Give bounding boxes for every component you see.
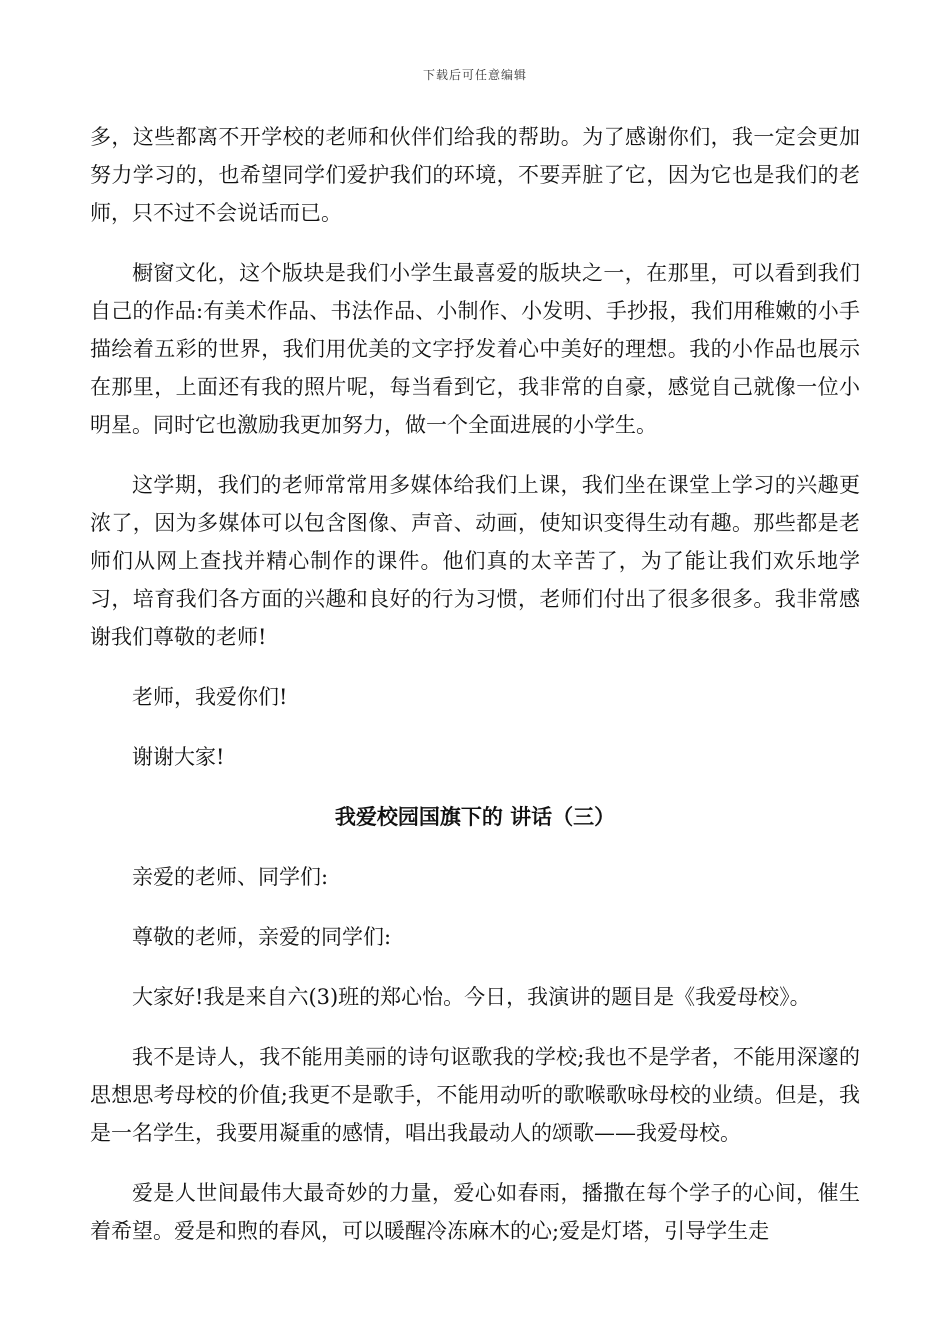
section-title: 我爱校园国旗下的 讲话（三） [334,804,616,829]
paragraph: 爱是人世间最伟大最奇妙的力量，爱心如春雨，播撒在每个学子的心间，催生着希望。爱是和煦的春风，可以暖醒冷冻麻木的心;爱是灯塔，引导学生走 [90,1181,860,1243]
paragraph: 谢谢大家! [132,745,225,769]
paragraph: 我不是诗人，我不能用美丽的诗句讴歌我的学校;我也不是学者，不能用深邃的思想思考母校的价值;我更不是歌手，不能用动听的歌喉歌咏母校的业绩。但是，我是一名学生，我要用凝重的感情，唱出我最动人的颂歌——我爱母校。 [90,1045,860,1145]
paragraph: 亲爱的老师、同学们: [132,865,329,889]
paragraph: 尊敬的老师，亲爱的同学们: [132,925,392,949]
page-header: 下载后可任意编辑 [422,68,527,82]
paragraph: 这学期，我们的老师常常用多媒体给我们上课，我们坐在课堂上学习的兴趣更浓了，因为多媒体可以包含图像、声音、动画，使知识变得生动有趣。那些都是老师们从网上查找并精心制作的课件。他们真的太辛苦了，为了能让我们欢乐地学习，培育我们各方面的兴趣和良好的行为习惯，老师们付出了很多很多。我非常感谢我们尊敬的老师! [90,473,860,649]
document-body [90,118,860,1272]
paragraph: 橱窗文化，这个版块是我们小学生最喜爱的版块之一，在那里，可以看到我们自己的作品:有美术作品、书法作品、小制作、小发明、手抄报，我们用稚嫩的小手描绘着五彩的世界，我们用优美的文字抒发着心中美好的理想。我的小作品也展示在那里，上面还有我的照片呢，每当看到它，我非常的自豪，感觉自己就像一位小明星。同时它也激励我更加努力，做一个全面进展的小学生。 [90,261,860,437]
paragraph: 老师，我爱你们! [132,685,288,709]
paragraph: 大家好!我是来自六(3)班的郑心怡。今日，我演讲的题目是《我爱母校》。 [132,985,811,1009]
paragraph: 多，这些都离不开学校的老师和伙伴们给我的帮助。为了感谢你们，我一定会更加努力学习的，也希望同学们爱护我们的环境，不要弄脏了它，因为它也是我们的老师，只不过不会说话而已。 [90,125,860,225]
